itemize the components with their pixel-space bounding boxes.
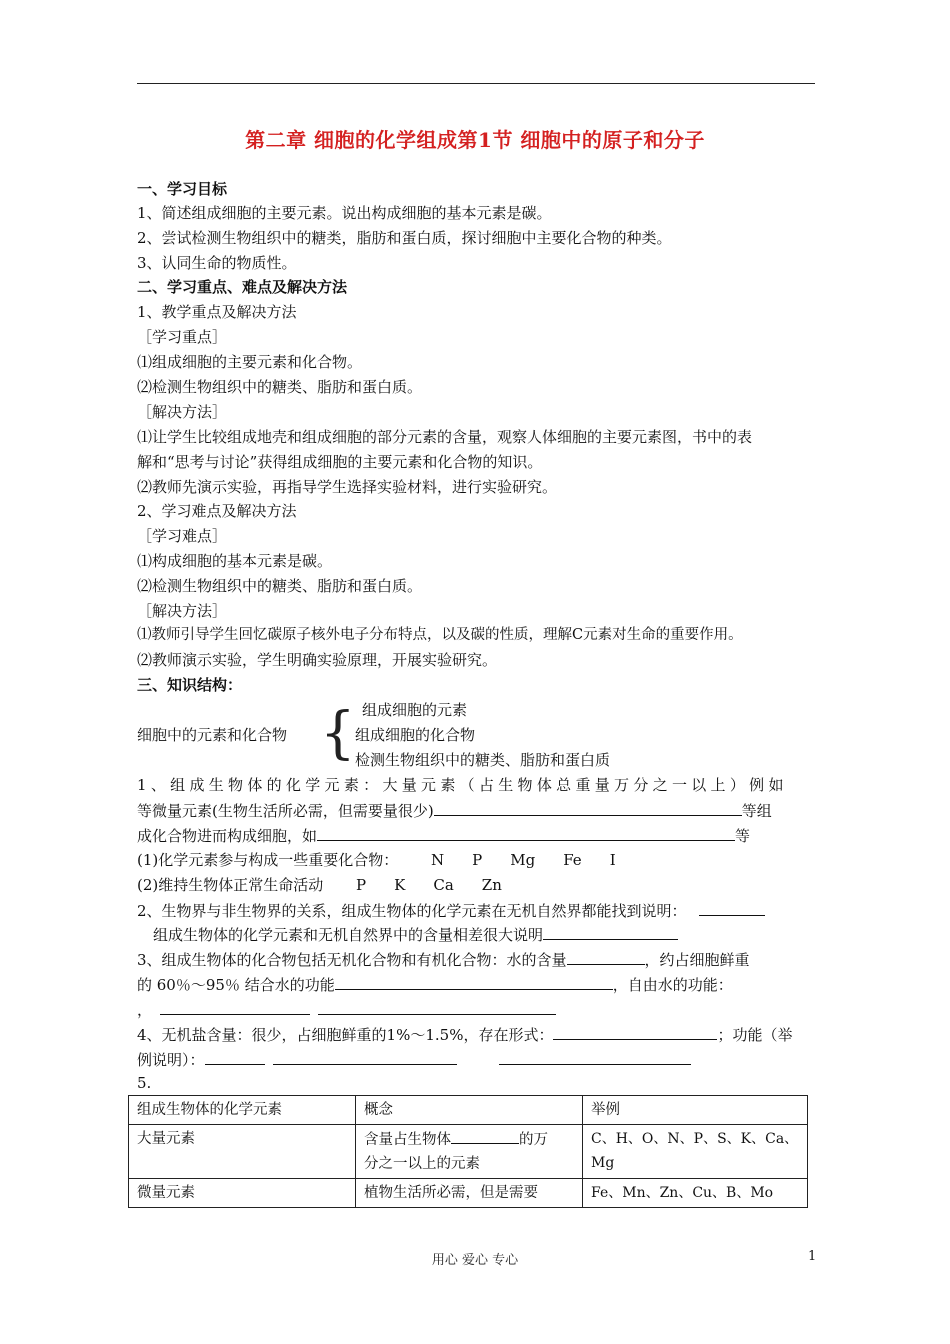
table-row (129, 1125, 808, 1179)
element: Fe (563, 851, 582, 869)
table-header: 举例 (583, 1096, 808, 1125)
answer-blank-salt-2[interactable] (273, 1048, 457, 1065)
focus-item-2: ⑵检测生物组织中的糖类、脂肪和蛋白质。 (137, 378, 423, 396)
page-number: 1 (808, 1249, 817, 1264)
element: P (356, 876, 367, 894)
difficulty-item-2: ⑵检测生物组织中的糖类、脂肪和蛋白质。 (137, 577, 423, 595)
structure-branch-1: 组成细胞的元素 (362, 701, 468, 719)
section2-heading: 二、学习重点、难点及解决方法 (137, 278, 348, 296)
structure-branch-3: 检测生物组织中的糖类、脂肪和蛋白质 (355, 751, 611, 769)
method-item-1: ⑴让学生比较组成地壳和组成细胞的部分元素的含量，观察人体细胞的主要元素图，书中的表 (137, 428, 753, 446)
table-header: 组成生物体的化学元素 (129, 1096, 356, 1125)
question-4-line-1 (137, 1023, 792, 1046)
q1c-text-pre: 成化合物进而构成细胞，如 (137, 827, 318, 845)
difficulty-item-1: ⑴构成细胞的基本元素是碳。 (137, 552, 333, 570)
objective-2: 2、尝试检测生物组织中的糖类，脂肪和蛋白质，探讨细胞中主要化合物的种类。 (137, 229, 672, 247)
q1c-text-post: 等 (735, 827, 751, 845)
point-1-elements (403, 851, 616, 869)
question-3-line-2 (137, 973, 733, 996)
brace-icon: { (320, 701, 356, 766)
objective-1: 1、简述组成细胞的主要元素。说出构成细胞的基本元素是碳。 (137, 204, 552, 222)
answer-blank-q2a[interactable] (699, 899, 765, 916)
table-header: 概念 (356, 1096, 583, 1125)
section3-heading: 三、知识结构： (137, 676, 243, 694)
q4-text-pre: 4、无机盐含量：很少，占细胞鲜重的1%～1.5%，存在形式： (137, 1026, 554, 1044)
objective-3: 3、认同生命的物质性。 (137, 254, 297, 272)
q1-text-post: 等组 (741, 802, 772, 820)
point-1-text: (1)化学元素参与构成一些重要化合物： (137, 851, 399, 869)
element: K (394, 876, 406, 894)
q3b-text-pre: 的 60％～95％ 结合水的功能 (137, 976, 335, 994)
point-2-text: (2)维持生物体正常生命活动 (137, 876, 324, 894)
section1-heading: 一、学习目标 (137, 180, 228, 198)
difficulty-label: ［学习难点］ (137, 527, 228, 545)
concept-text-pre: 含量占生物体 (364, 1132, 451, 1148)
structure-root: 细胞中的元素和化合物 (137, 726, 288, 744)
table-row (129, 1179, 808, 1208)
answer-blank-q2b[interactable] (543, 923, 678, 940)
question-2-line-1 (137, 899, 765, 922)
q2b-text: 组成生物体的化学元素和无机自然界中的含量相差很大说明 (153, 926, 544, 944)
element: Mg (510, 851, 536, 869)
question-3-line-3 (137, 998, 556, 1021)
point-2 (137, 874, 502, 896)
table-cell: 植物生活所必需，但是需要 (356, 1179, 583, 1208)
point-2-elements (328, 876, 502, 894)
header-rule (137, 83, 815, 84)
q3-text-pre: 3、组成生物体的化合物包括无机化合物和有机化合物：水的含量 (137, 951, 567, 969)
concept-text-post: 的万 (519, 1132, 548, 1148)
answer-blank-free-water-1[interactable] (160, 998, 310, 1015)
point-1 (137, 849, 616, 871)
element: Ca (433, 876, 454, 894)
answer-blank-salt-form[interactable] (553, 1023, 717, 1040)
table-cell: Fe、Mn、Zn、Cu、B、Mo (583, 1179, 808, 1208)
page-footer: 用心 爱心 专心 (431, 1253, 519, 1268)
answer-blank-table[interactable] (451, 1127, 519, 1144)
element: Zn (481, 876, 502, 894)
focus-label: ［学习重点］ (137, 328, 228, 346)
answer-blank-free-water-2[interactable] (318, 998, 556, 1015)
table-cell: C、H、O、N、P、S、K、Ca、Mg (583, 1125, 808, 1179)
concept-text-line2: 分之一以上的元素 (364, 1156, 480, 1172)
q4b-text: 例说明）： (137, 1051, 205, 1069)
question-5-label: 5. (137, 1074, 152, 1092)
table-cell: 大量元素 (129, 1125, 356, 1179)
q3-text-post: ，约占细胞鲜重 (644, 951, 750, 969)
focus-item-1: ⑴组成细胞的主要元素和化合物。 (137, 353, 363, 371)
difficulty-title: 2、学习难点及解决方法 (137, 502, 297, 520)
answer-blank-water[interactable] (567, 948, 645, 965)
answer-blank-salt-1[interactable] (205, 1048, 265, 1065)
question-2-line-2 (153, 923, 678, 946)
question-4-line-2 (137, 1048, 691, 1071)
question-1-line-1: 1、组成生物体的化学元素：大量元素（占生物体总重量万分之一以上）例如 (137, 776, 788, 794)
answer-blank-salt-3[interactable] (499, 1048, 691, 1065)
element-table (128, 1095, 808, 1208)
answer-blank-micro[interactable] (434, 799, 742, 816)
page-title: 第二章 细胞的化学组成第1节 细胞中的原子和分子 (245, 128, 705, 152)
structure-branch-2: 组成细胞的化合物 (355, 726, 476, 744)
method-item-1-cont: 解和“思考与讨论”获得组成细胞的主要元素和化合物的知识。 (137, 453, 543, 471)
q2-text: 2、生物界与非生物界的关系，组成生物体的化学元素在无机自然界都能找到说明： (137, 902, 687, 920)
table-cell: 微量元素 (129, 1179, 356, 1208)
table-header-row (129, 1096, 808, 1125)
method-item-3: ⑴教师引导学生回忆碳原子核外电子分布特点，以及碳的性质，理解C元素对生命的重要作用。 (137, 627, 743, 643)
method-item-2: ⑵教师先演示实验，再指导学生选择实验材料，进行实验研究。 (137, 478, 558, 496)
element: P (472, 851, 483, 869)
element: I (609, 851, 616, 869)
q1-text-pre: 等微量元素(生物生活所必需，但需要量很少) (137, 802, 434, 820)
method-item-4: ⑵教师演示实验，学生明确实验原理，开展实验研究。 (137, 651, 498, 669)
question-3-line-1 (137, 948, 750, 971)
answer-blank-bound-water[interactable] (335, 973, 613, 990)
question-1-line-2 (137, 799, 772, 822)
method-label: ［解决方法］ (137, 403, 228, 421)
teaching-focus-title: 1、教学重点及解决方法 (137, 303, 297, 321)
question-1-line-3 (137, 824, 750, 847)
element: N (431, 851, 445, 869)
method-label-2: ［解决方法］ (137, 602, 228, 620)
q3c-text: ， (137, 1001, 153, 1019)
table-cell (356, 1125, 583, 1179)
answer-blank-compound[interactable] (317, 824, 735, 841)
q4-text-post: ；功能（举 (717, 1026, 793, 1044)
q3b-text-post: ，自由水的功能： (612, 976, 733, 994)
